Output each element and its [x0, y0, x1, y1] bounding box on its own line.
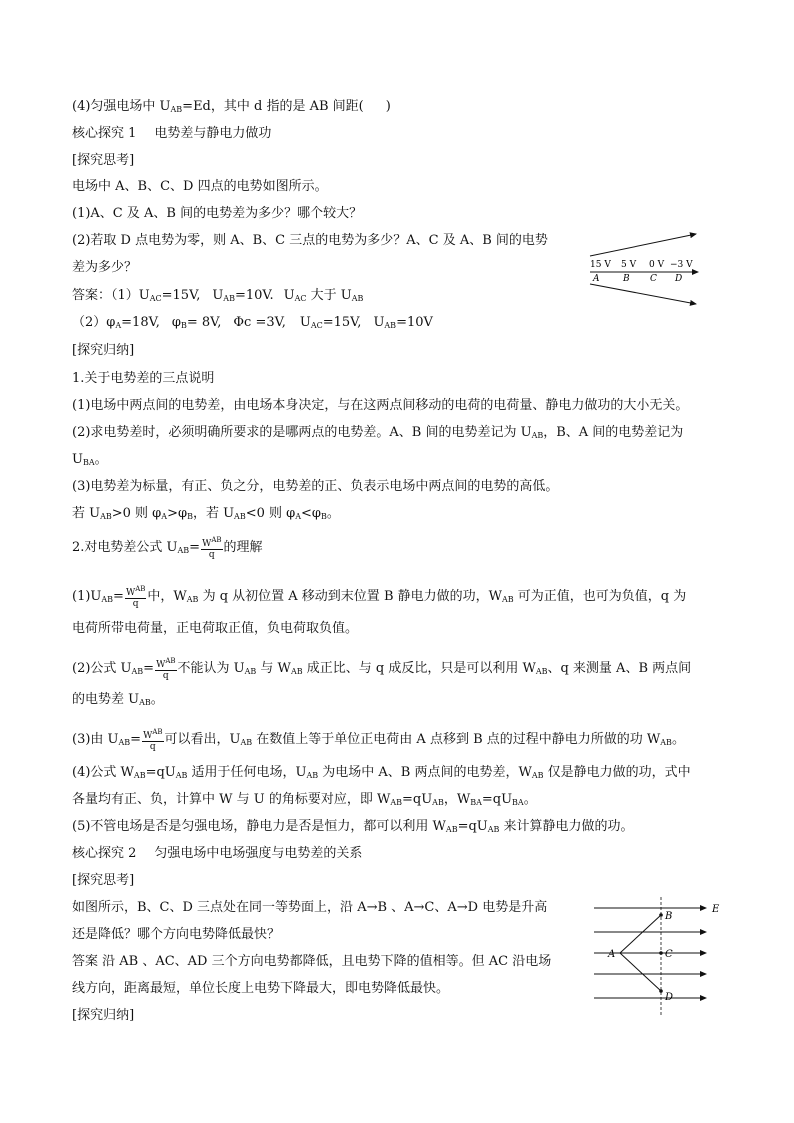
formula-note-2-line-1: (2)公式 $U_{AB}=$ $\frac{W^{AB}}{q}$ 不能认为 $U_{AB}$ 与 $W_{AB}$ 成正比、与 q 成反比，只是可以利用 $W_{AB}$、q 来测量 A、B 两点间	[72, 657, 692, 681]
field-e-label: E	[712, 904, 720, 915]
answer-1: 答案：$(1)U_{AC}=15V$, $U_{AB}=10V$. $U_{AC}$ 大于 $U_{AB}$	[72, 288, 364, 303]
formula-note-1-line-1: $(1)U_{AB}=$ $\frac{W^{AB}}{q}$ 中，$W_{AB}$ 为 q 从初位置 A 移动到末位置 B 静电力做的功，$W_{AB}$ 可为正值，也可为负值，q 为	[72, 585, 687, 609]
point-b-label: B	[665, 911, 673, 922]
point-c-label: C	[650, 274, 657, 284]
formula-fraction: $\frac{W^{AB}}{q}$	[156, 657, 176, 681]
question-2-line-2: 差为多少？	[72, 260, 138, 275]
segment-ad	[620, 953, 661, 991]
point-b-label: B	[623, 274, 630, 284]
point-d-label: D	[665, 992, 674, 1003]
note-1d: 若 $U_{AB}>0$ 则 $\varphi_A>\varphi_B$，若 $U_{AB}<0$ 则 $\varphi_A<\varphi_B$。	[72, 506, 340, 521]
note-1b-line-2: $U_{BA}$。	[72, 452, 108, 467]
formula-note-2-line-2: 的电势差 $U_{AB}$。	[72, 692, 164, 707]
formula-note-4-line-2: 各量均有正、负，计算中 W 与 U 的角标要对应，即 $W_{AB}=qU_{AB}$，$W_{BA}=qU_{BA}$。	[72, 792, 537, 807]
label-minus-3v: −3 V	[670, 260, 693, 270]
note-1c: (3)电势差为标量，有正、负之分，电势差的正、负表示电场中两点间的电势的高低。	[72, 479, 559, 494]
answer-2: $(2)\varphi_A=18V$, $\varphi_B= 8V$, Φc =3V, $U_{AC}=15V$, $U_{AB}=10V$	[72, 315, 433, 330]
formula-fraction: $\frac{W^{AB}}{q}$	[125, 585, 146, 609]
explore-think-label-2: [探究思考]	[72, 873, 135, 888]
point-c	[659, 951, 663, 955]
point-c-label: C	[665, 949, 673, 960]
point-b	[659, 913, 663, 917]
formula-note-5: (5)不管电场是否是匀强电场，静电力是否是恒力，都可以利用 $W_{AB}=qU_{AB}$ 来计算静电力做的功。	[72, 819, 634, 834]
question-4: (4)匀强电场中 $U_{AB}=Ed$，其中 d 指的是 AB 间距( )	[72, 99, 391, 114]
answer-3-line-1: 答案 沿 AB 、AC、AD 三个方向电势都降低，且电势下降的值相等。但 AC 沿电场	[72, 954, 552, 969]
potential-figure	[586, 228, 706, 308]
field-line-upper	[590, 234, 696, 256]
explore-think-label: [探究思考]	[72, 153, 135, 168]
question-2-line-1: (2)若取 D 点电势为零，则 A、B、C 三点的电势为多少？A、C 及 A、B 间的电势	[72, 233, 548, 248]
label-5v: 5 V	[621, 260, 637, 270]
label-0v: 0 V	[649, 260, 665, 270]
segment-ab	[620, 915, 661, 953]
uniform-field-figure	[588, 895, 728, 1020]
point-d-label: D	[675, 274, 683, 284]
note-2-heading: 2.对电势差公式 $U_{AB}=$ $\frac{W^{AB}}{q}$ 的理解	[72, 536, 263, 560]
section-heading-1: 核心探究 1 电势差与静电力做功	[72, 126, 272, 141]
explore-summary-label-2: [探究归纳]	[72, 1008, 135, 1023]
note-1-heading: 1.关于电势差的三点说明	[72, 371, 215, 386]
note-1b-line-1: (2)求电势差时，必须明确所要求的是哪两点的电势差。A、B 间的电势差记为 $U_{AB}$，B、A 间的电势差记为	[72, 425, 684, 440]
point-a-label: A	[593, 274, 600, 284]
label-15v: 15 V	[590, 260, 611, 270]
explore-summary-label: [探究归纳]	[72, 343, 135, 358]
formula-note-3: (3)由 $U_{AB}=$ $\frac{W^{AB}}{q}$ 可以看出，$U_{AB}$ 在数值上等于单位正电荷由 A 点移到 B 点的过程中静电力所做的功 $W_{AB}$。	[72, 728, 685, 752]
question-3-line-1: 如图所示，B、C、D 三点处在同一等势面上，沿 A→B 、A→C、A→D 电势是升高	[72, 900, 548, 915]
note-1a: (1)电场中两点间的电势差，由电场本身决定，与在这两点间移动的电荷的电荷量、静电力做功的大小无关。	[72, 398, 689, 413]
question-intro: 电场中 A、B、C、D 四点的电势如图所示。	[72, 179, 328, 194]
formula-fraction: $\frac{W^{AB}}{q}$	[202, 536, 222, 560]
formula-note-4-line-1: (4)公式 $W_{AB}=qU_{AB}$ 适用于任何电场，$U_{AB}$ 为电场中 A、B 两点间的电势差，$W_{AB}$ 仅是静电力做的功，式中	[72, 765, 691, 780]
field-line-lower	[590, 284, 696, 304]
point-a-label: A	[608, 949, 616, 960]
formula-note-1-line-2: 电荷所带电荷量，正电荷取正值，负电荷取负值。	[72, 621, 359, 636]
section-heading-2: 核心探究 2 匀强电场中电场强度与电势差的关系	[72, 846, 363, 861]
question-1: (1)A、C 及 A、B 间的电势差为多少？哪个较大？	[72, 206, 363, 221]
answer-3-line-2: 线方向，距离最短，单位长度上电势下降最大，即电势降低最快。	[72, 981, 450, 996]
point-d	[659, 989, 663, 993]
formula-fraction: $\frac{W^{AB}}{q}$	[143, 728, 163, 752]
question-3-line-2: 还是降低？哪个方向电势降低最快？	[72, 927, 281, 942]
